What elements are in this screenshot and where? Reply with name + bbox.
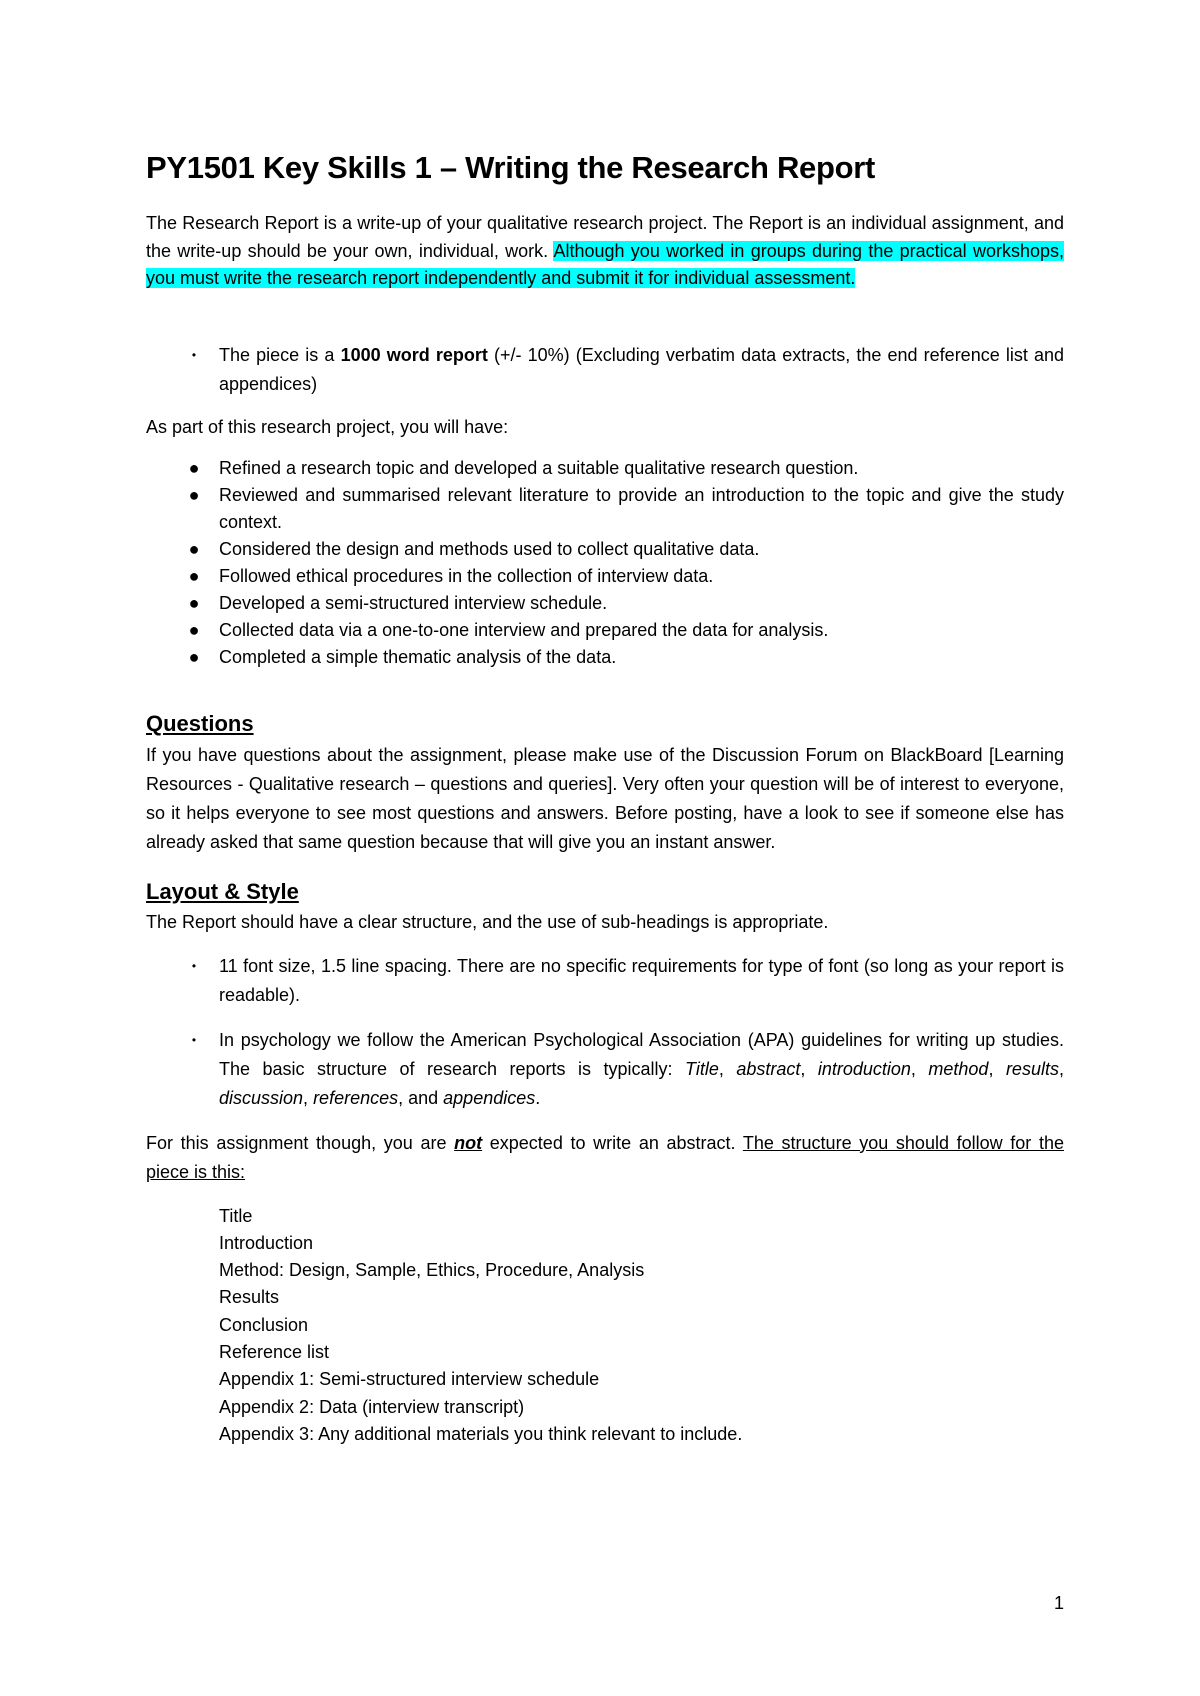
apa-title-word: Title [685,1058,719,1079]
apa-appendices-word: appendices [443,1087,536,1108]
word-count-list [146,341,1064,399]
list-item-text: Followed ethical procedures in the collection of interview data. [219,565,714,586]
bullet-icon: ● [188,619,200,640]
list-item [146,563,1064,590]
structure-item: Appendix 1: Semi-structured interview schedule [219,1369,600,1390]
word-count-text-after: (+/- 10%) (Excluding verbatim data extracts, the end reference list and appendices) [219,344,1064,394]
apa-method-word: method [928,1058,989,1079]
document-body [146,148,1064,1448]
font-bullet-text: 11 font size, 1.5 line spacing. There are no specific requirements for type of font (so long as your report is readable). [219,955,1064,1005]
apa-text-before: In psychology we follow the American Psychological Association (APA) guidelines for writing up studies. The basic structure of research reports is typically: [219,1029,1064,1079]
apa-separator: , [718,1058,737,1079]
list-item-text: Collected data via a one-to-one interview and prepared the data for analysis. [219,619,829,640]
questions-paragraph: If you have questions about the assignment, please make use of the Discussion Forum on BlackBoard [Learning Resources - Qualitative research – questions and queries]. Very often your question will be of interest to everyone, so it helps everyone to see most questions and answers. Before posting, have a look to see if someone else has already asked that same question because that will give you an instant answer. [146,744,1064,852]
apa-results-word: results [1005,1058,1059,1079]
list-item [146,482,1064,536]
structure-item: Introduction [219,1232,314,1253]
apa-separator: , [988,1058,1006,1079]
bullet-icon: ● [188,484,200,505]
word-count-bullet [146,341,1064,399]
structure-item: Results [219,1287,280,1308]
apa-separator: , [800,1058,818,1079]
list-item-text: Considered the design and methods used to collect qualitative data. [219,538,760,559]
report-structure-list [146,1203,1064,1449]
apa-references-word: references [313,1087,399,1108]
bullet-icon: • [191,958,197,973]
bullet-icon: ● [188,457,200,478]
list-item-text: Developed a semi-structured interview schedule. [219,592,608,613]
structure-intro-middle: expected to write an abstract. [482,1132,743,1153]
word-count-text-before: The piece is a [219,344,341,365]
word-count-bold: 1000 word report [340,344,488,365]
structure-item: Appendix 2: Data (interview transcript) [219,1396,525,1417]
apa-abstract-word: abstract [736,1058,801,1079]
questions-heading: Questions [146,710,254,736]
document-title: PY1501 Key Skills 1 – Writing the Research Report [146,150,876,185]
bullet-icon: ● [188,592,200,613]
page-number: 1 [1053,1593,1064,1613]
structure-item: Conclusion [219,1314,309,1335]
bullet-icon: ● [188,538,200,559]
font-bullet [146,952,1064,1010]
not-emphasis: not [454,1132,483,1153]
structure-intro-before: For this assignment though, you are [146,1132,455,1153]
intro-paragraph [146,210,1064,293]
list-item-text: Completed a simple thematic analysis of the data. [219,646,617,667]
intro-text: The Research Report is a write-up of your qualitative research project. The Report is an individual assignment, and the write-up should be your own, individual, work. [146,213,1064,261]
structure-item: Appendix 3: Any additional materials you think relevant to include. [219,1423,743,1444]
list-item [146,617,1064,644]
list-item [146,455,1064,482]
apa-separator: , and [398,1087,444,1108]
list-item-text: Refined a research topic and developed a suitable qualitative research question. [219,457,859,478]
structure-intro-underlined: The structure you should follow for the piece is this: [146,1132,1064,1182]
structure-item: Title [219,1205,253,1226]
apa-end: . [535,1087,541,1108]
apa-discussion-word: discussion [219,1087,304,1108]
list-item [146,590,1064,617]
structure-item: Reference list [219,1341,330,1362]
apa-bullet [146,1026,1064,1113]
layout-style-list [146,952,1064,1113]
layout-style-heading: Layout & Style [146,878,299,904]
intro-highlighted-text: Although you worked in groups during the practical workshops, you must write the research report independently and submit it for individual assessment. [146,240,1064,288]
bullet-icon: • [191,347,197,362]
achievements-list [146,455,1064,671]
as-part-text: As part of this research project, you will have: [146,416,509,437]
apa-separator: , [1058,1058,1064,1079]
bullet-icon: ● [188,646,200,667]
layout-style-paragraph: The Report should have a clear structure, and the use of sub-headings is appropriate. [146,911,829,932]
list-item [146,536,1064,563]
list-item-text: Reviewed and summarised relevant literature to provide an introduction to the topic and give the study context. [219,484,1064,532]
apa-introduction-word: introduction [817,1058,911,1079]
list-item [146,644,1064,671]
apa-separator: , [910,1058,929,1079]
bullet-icon: • [191,1032,197,1047]
apa-separator: , [303,1087,314,1108]
structure-intro-paragraph [146,1129,1064,1187]
bullet-icon: ● [188,565,200,586]
structure-item: Method: Design, Sample, Ethics, Procedure, Analysis [219,1260,645,1281]
